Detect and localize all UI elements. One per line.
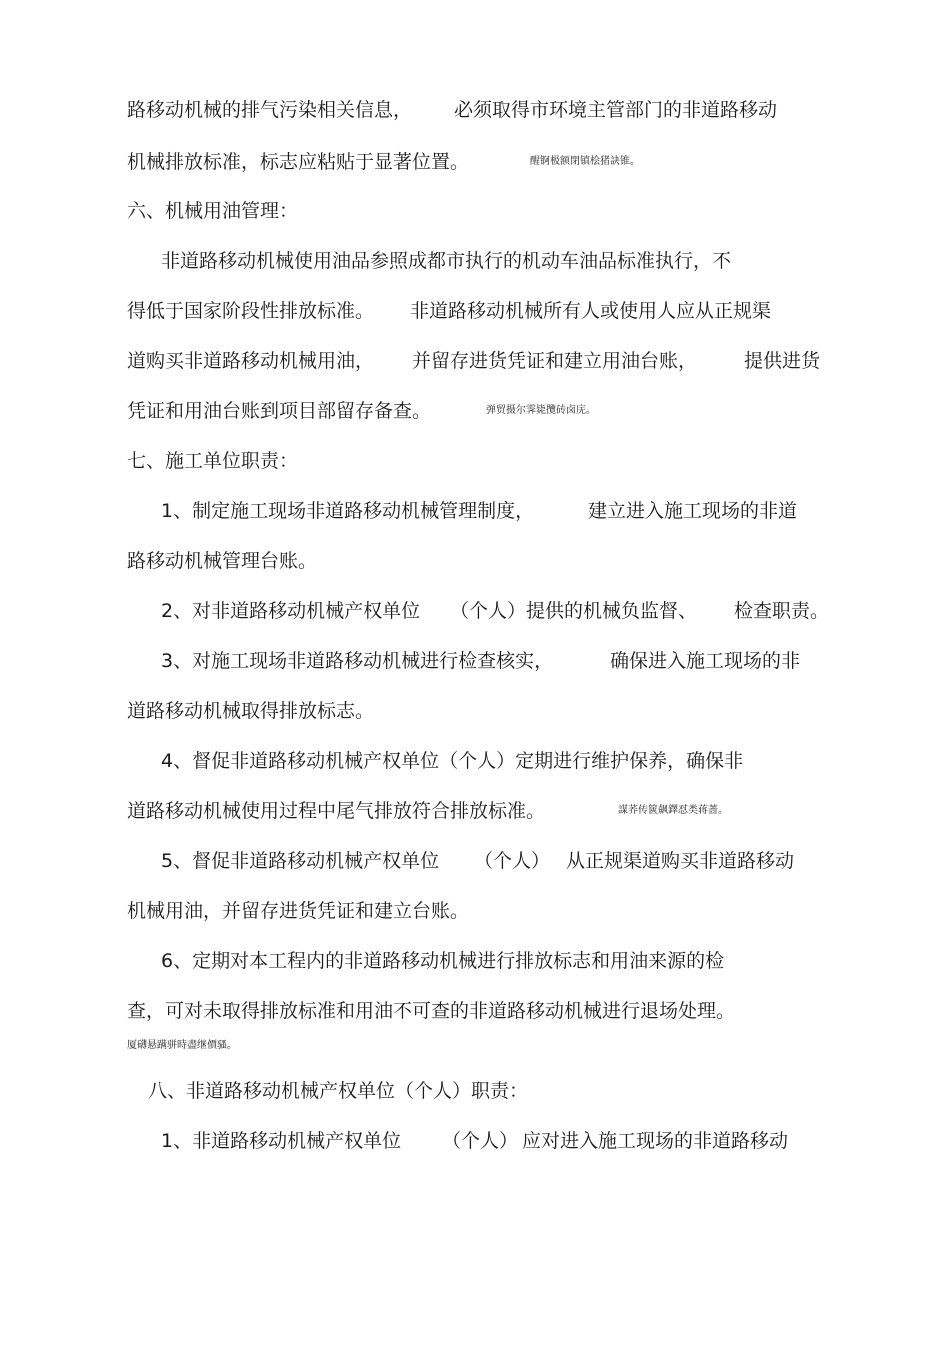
inline-note: 醒锕极额閉镇桧猪訣锥。 <box>530 156 640 167</box>
text-segment: 道购买非道路移动机械用油， <box>127 350 375 372</box>
text-segment: 建立进入施工现场的非道 <box>588 500 798 522</box>
text-segment: 检查职责。 <box>734 600 830 622</box>
text-segment: 八、非道路移动机械产权单位（个人）职责： <box>148 1080 529 1102</box>
text-segment: 得低于国家阶段性排放标准。 <box>127 300 375 322</box>
text-segment: 六、机械用油管理： <box>127 200 299 222</box>
text-segment: 3、对施工现场非道路移动机械进行检查核实， <box>161 650 554 672</box>
text-segment: 2、对非道路移动机械产权单位 <box>161 600 421 622</box>
text-segment: 道路移动机械使用过程中尾气排放符合排放标准。 <box>127 800 546 822</box>
text-segment: 应对进入施工现场的非道路移动 <box>522 1130 789 1152</box>
text-segment: 路移动机械的排气污染相关信息， <box>127 99 413 121</box>
footnote-text: 厦礴悬蹒骈時盡继價骚。 <box>127 1040 237 1051</box>
text-segment: 4、督促非道路移动机械产权单位（个人）定期进行维护保养，确保非 <box>161 750 744 772</box>
inline-note: 弹贸摄尔霁毙攬砖卤庑。 <box>486 405 596 416</box>
text-segment: （个人） <box>442 1130 519 1152</box>
text-segment: 6、定期对本工程内的非道路移动机械进行排放标志和用油来源的检 <box>161 950 725 972</box>
text-segment: 非道路移动机械所有人或使用人应从正规渠 <box>410 300 772 322</box>
text-segment: 机械排放标准，标志应粘贴于显著位置。 <box>127 151 470 173</box>
text-segment: （个人）提供的机械负监督、 <box>450 600 698 622</box>
text-segment: 确保进入施工现场的非 <box>610 650 801 672</box>
text-segment: 提供进货 <box>744 350 821 372</box>
text-segment: 1、制定施工现场非道路移动机械管理制度， <box>161 500 535 522</box>
text-segment: 从正规渠道购买非道路移动 <box>566 850 795 872</box>
text-segment: 凭证和用油台账到项目部留存备查。 <box>127 400 432 422</box>
text-segment: 查，可对未取得排放标准和用油不可查的非道路移动机械进行退场处理。 <box>127 1000 736 1022</box>
text-segment: 道路移动机械取得排放标志。 <box>127 700 375 722</box>
text-segment: 必须取得市环境主管部门的非道路移动 <box>454 99 778 121</box>
text-segment: 路移动机械管理台账。 <box>127 550 318 572</box>
text-segment: 1、非道路移动机械产权单位 <box>161 1130 402 1152</box>
text-segment: 非道路移动机械使用油品参照成都市执行的机动车油品标准执行，不 <box>161 250 732 272</box>
text-segment: 并留存进货凭证和建立用油台账， <box>412 350 698 372</box>
text-segment: （个人） <box>474 850 551 872</box>
text-segment: 5、督促非道路移动机械产权单位 <box>161 850 440 872</box>
text-segment: 机械用油，并留存进货凭证和建立台账。 <box>127 900 470 922</box>
text-segment: 七、施工单位职责： <box>127 450 299 472</box>
inline-note: 謀荞传篋飙鐸怼类蒋蔷。 <box>618 805 728 816</box>
